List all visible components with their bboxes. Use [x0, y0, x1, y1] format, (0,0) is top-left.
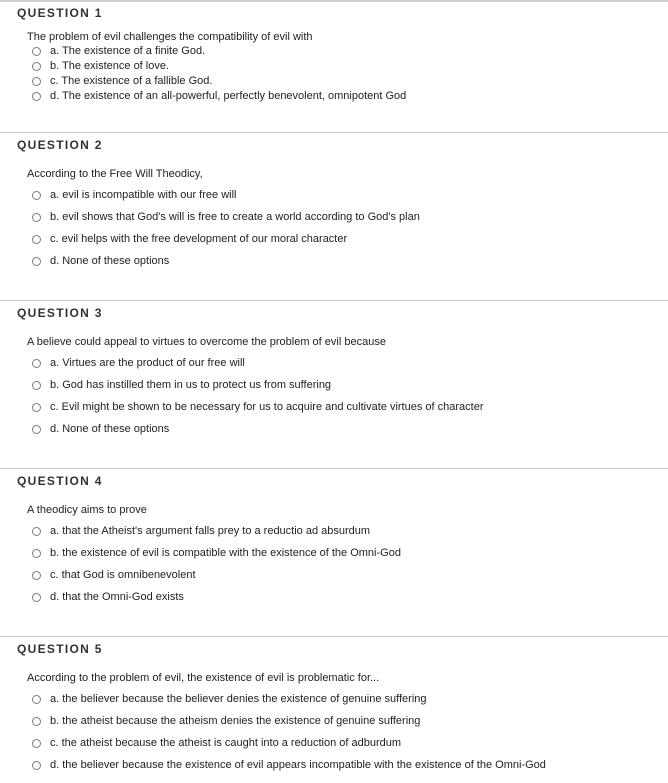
option-a[interactable]: [32, 45, 205, 57]
option-c[interactable]: [32, 75, 212, 87]
option-b[interactable]: [32, 379, 331, 391]
option-a[interactable]: [32, 357, 245, 369]
question-text: A believe could appeal to virtues to overcome the problem of evil because: [27, 336, 386, 348]
radio-button[interactable]: [32, 381, 41, 390]
question-text: A theodicy aims to prove: [27, 504, 147, 516]
option-d[interactable]: [32, 90, 406, 102]
option-d[interactable]: [32, 255, 169, 267]
radio-button[interactable]: [32, 527, 41, 536]
radio-button[interactable]: [32, 47, 41, 56]
radio-button[interactable]: [32, 571, 41, 580]
radio-button[interactable]: [32, 425, 41, 434]
option-a[interactable]: [32, 189, 236, 201]
option-label: b. the existence of evil is compatible with the existence of the Omni-God: [50, 547, 401, 559]
question-text: According to the problem of evil, the existence of evil is problematic for...: [27, 672, 380, 684]
question-header: QUESTION 1: [17, 6, 103, 20]
radio-button[interactable]: [32, 191, 41, 200]
question-text: The problem of evil challenges the compatibility of evil with: [27, 31, 313, 43]
radio-button[interactable]: [32, 77, 41, 86]
option-label: a. that the Atheist's argument falls prey to a reductio ad absurdum: [50, 525, 371, 537]
option-c[interactable]: [32, 401, 484, 413]
divider: [0, 468, 668, 469]
question-header: QUESTION 5: [17, 642, 103, 656]
radio-button[interactable]: [32, 695, 41, 704]
option-c[interactable]: [32, 233, 347, 245]
option-label: a. evil is incompatible with our free will: [50, 189, 237, 201]
question-header: QUESTION 3: [17, 306, 103, 320]
radio-button[interactable]: [32, 403, 41, 412]
option-label: d. that the Omni-God exists: [50, 591, 184, 603]
option-label: a. the believer because the believer denies the existence of genuine suffering: [50, 693, 427, 705]
divider: [0, 300, 668, 301]
option-label: a. Virtues are the product of our free will: [50, 357, 245, 369]
option-label: c. Evil might be shown to be necessary for us to acquire and cultivate virtues of character: [50, 401, 484, 413]
option-label: b. evil shows that God's will is free to create a world according to God's plan: [50, 211, 420, 223]
option-d[interactable]: [32, 423, 169, 435]
option-b[interactable]: [32, 547, 401, 559]
option-label: d. the believer because the existence of evil appears incompatible with the existence of the Omni-God: [50, 759, 546, 771]
divider: [0, 132, 668, 133]
option-d[interactable]: [32, 759, 546, 771]
radio-button[interactable]: [32, 739, 41, 748]
radio-button[interactable]: [32, 359, 41, 368]
option-c[interactable]: [32, 737, 401, 749]
option-d[interactable]: [32, 591, 184, 603]
option-b[interactable]: [32, 211, 420, 223]
question-header: QUESTION 4: [17, 474, 103, 488]
radio-button[interactable]: [32, 593, 41, 602]
option-label: b. The existence of love.: [50, 60, 170, 72]
question-header: QUESTION 2: [17, 138, 103, 152]
option-label: c. evil helps with the free development of our moral character: [50, 233, 348, 245]
radio-button[interactable]: [32, 549, 41, 558]
option-b[interactable]: [32, 60, 169, 72]
option-label: c. the atheist because the atheist is caught into a reduction of adburdum: [50, 737, 402, 749]
option-label: d. The existence of an all-powerful, perfectly benevolent, omnipotent God: [50, 90, 407, 102]
divider: [0, 636, 668, 637]
radio-button[interactable]: [32, 213, 41, 222]
option-label: d. None of these options: [50, 255, 170, 267]
option-a[interactable]: [32, 693, 427, 705]
option-label: b. the atheist because the atheism denies the existence of genuine suffering: [50, 715, 421, 727]
option-label: c. The existence of a fallible God.: [50, 75, 213, 87]
option-label: d. None of these options: [50, 423, 170, 435]
radio-button[interactable]: [32, 761, 41, 770]
radio-button[interactable]: [32, 62, 41, 71]
option-label: c. that God is omnibenevolent: [50, 569, 196, 581]
option-label: a. The existence of a finite God.: [50, 45, 206, 57]
radio-button[interactable]: [32, 257, 41, 266]
option-c[interactable]: [32, 569, 196, 581]
radio-button[interactable]: [32, 717, 41, 726]
radio-button[interactable]: [32, 235, 41, 244]
option-label: b. God has instilled them in us to protect us from suffering: [50, 379, 332, 391]
option-a[interactable]: [32, 525, 370, 537]
question-text: According to the Free Will Theodicy,: [27, 168, 203, 180]
option-b[interactable]: [32, 715, 420, 727]
top-rule: [0, 0, 668, 2]
radio-button[interactable]: [32, 92, 41, 101]
